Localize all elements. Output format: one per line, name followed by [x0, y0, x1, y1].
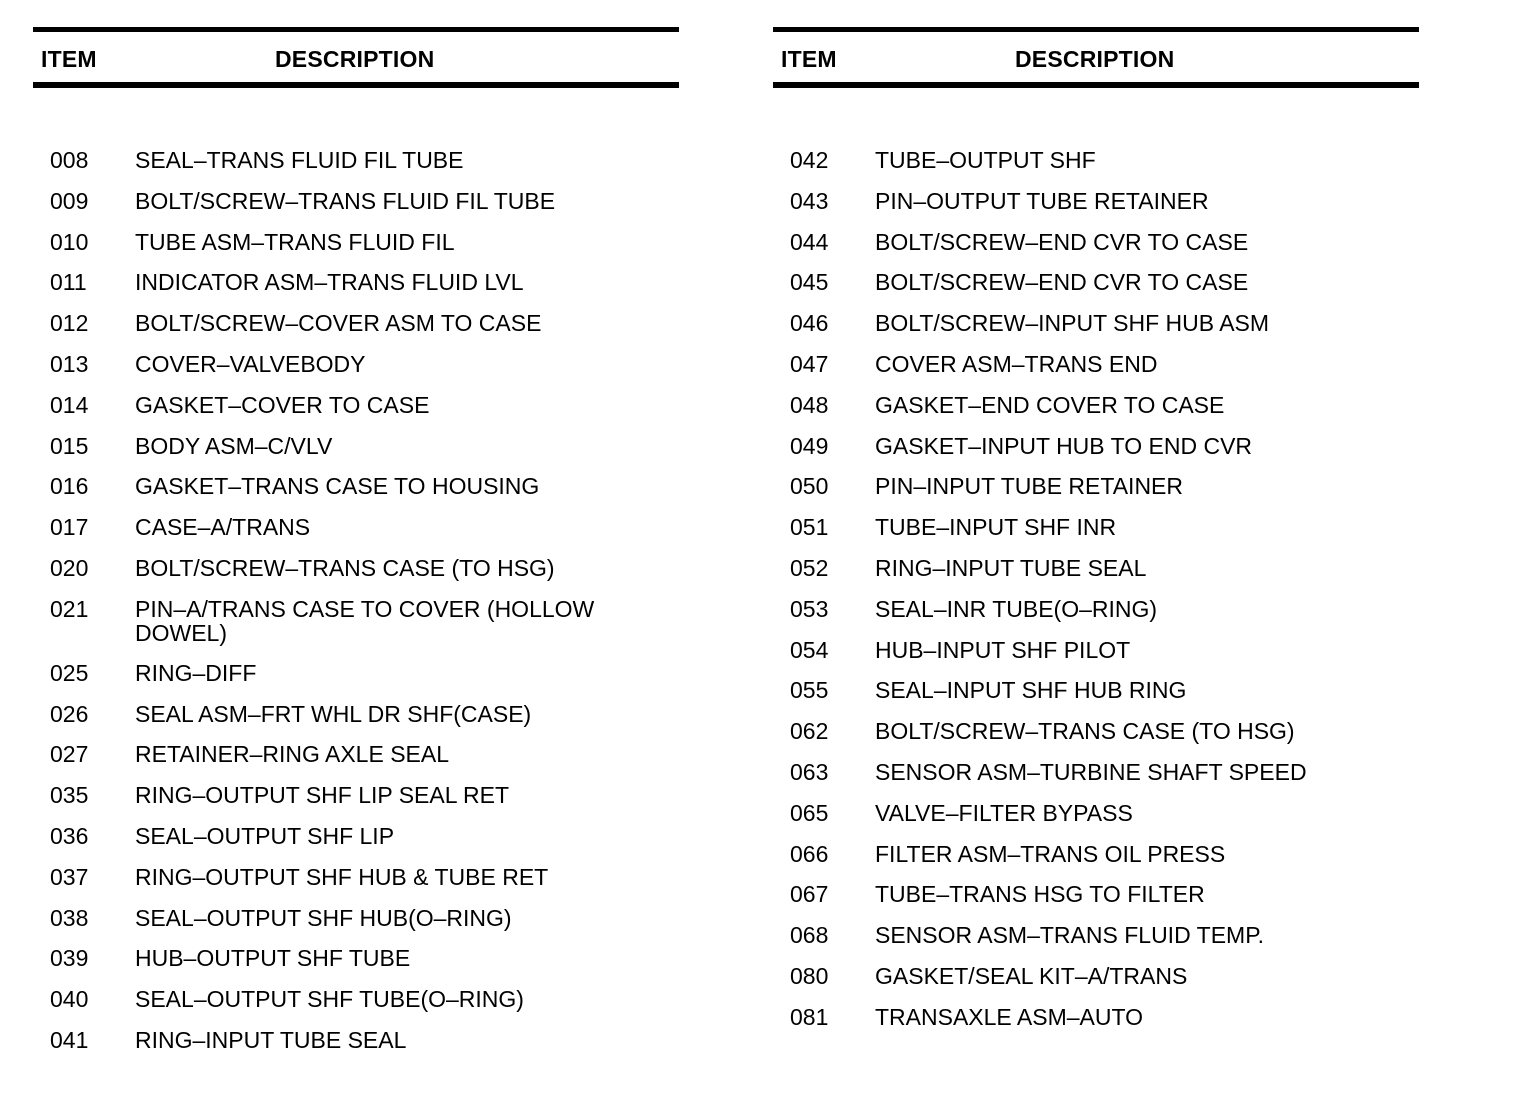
table-row — [33, 737, 679, 778]
item-description: VALVE–FILTER BYPASS — [875, 799, 1133, 826]
item-number: 011 — [50, 269, 87, 296]
table-row — [773, 877, 1419, 918]
item-description: INDICATOR ASM–TRANS FLUID LVL — [135, 269, 524, 296]
table-row — [33, 697, 679, 738]
table-body — [773, 143, 1419, 1041]
table-row — [33, 860, 679, 901]
item-number: 043 — [790, 187, 829, 214]
item-number: 016 — [50, 473, 89, 500]
table-row — [773, 306, 1419, 347]
table-row — [33, 510, 679, 551]
table-row — [33, 306, 679, 347]
table-row — [33, 592, 679, 656]
table-row — [33, 265, 679, 306]
table-row — [773, 959, 1419, 1000]
table-row — [773, 510, 1419, 551]
table-row — [773, 592, 1419, 633]
description-column-header: DESCRIPTION — [275, 46, 435, 72]
table-row — [33, 143, 679, 184]
item-description: SENSOR ASM–TURBINE SHAFT SPEED — [875, 758, 1307, 785]
table-row — [33, 184, 679, 225]
item-description: GASKET–END COVER TO CASE — [875, 391, 1225, 418]
item-number: 080 — [790, 962, 829, 989]
table-body — [33, 143, 679, 1064]
table-row — [33, 778, 679, 819]
table-row — [33, 1023, 679, 1064]
item-description: HUB–INPUT SHF PILOT — [875, 636, 1131, 663]
item-description: RETAINER–RING AXLE SEAL — [135, 741, 450, 768]
table-row — [33, 941, 679, 982]
item-number: 042 — [790, 147, 829, 173]
item-number: 046 — [790, 310, 829, 337]
item-number: 025 — [50, 659, 89, 686]
table-row — [773, 796, 1419, 837]
table-row — [33, 469, 679, 510]
table-row — [773, 469, 1419, 510]
item-number: 067 — [790, 881, 829, 908]
item-number: 050 — [790, 473, 829, 500]
item-number: 053 — [790, 595, 829, 622]
item-description: FILTER ASM–TRANS OIL PRESS — [875, 840, 1226, 867]
item-description: GASKET–TRANS CASE TO HOUSING — [135, 473, 540, 500]
table-row — [33, 551, 679, 592]
item-number: 063 — [790, 758, 829, 785]
header-rule — [33, 82, 679, 88]
item-description: SEAL–OUTPUT SHF TUBE(O–RING) — [135, 986, 524, 1013]
item-description: BOLT/SCREW–TRANS CASE (TO HSG) — [135, 554, 555, 581]
item-description: SEAL–OUTPUT SHF LIP — [135, 822, 395, 849]
item-number: 012 — [50, 310, 89, 337]
item-number: 048 — [790, 391, 829, 418]
item-description: BOLT/SCREW–COVER ASM TO CASE — [135, 310, 542, 337]
item-number: 055 — [790, 677, 829, 704]
item-description: SEAL ASM–FRT WHL DR SHF(CASE) — [135, 700, 532, 727]
table-row — [773, 347, 1419, 388]
item-number: 065 — [790, 799, 829, 826]
table-row — [773, 673, 1419, 714]
item-description: TUBE–INPUT SHF INR — [875, 514, 1117, 541]
item-number: 021 — [50, 595, 89, 622]
item-number: 009 — [50, 187, 89, 214]
item-description: BOLT/SCREW–TRANS FLUID FIL TUBE — [135, 187, 556, 214]
item-number: 020 — [50, 554, 89, 581]
item-description: CASE–A/TRANS — [135, 514, 311, 541]
table-row — [33, 347, 679, 388]
item-number: 008 — [50, 147, 89, 173]
item-description: SEAL–TRANS FLUID FIL TUBE — [135, 147, 464, 173]
item-number: 010 — [50, 228, 89, 255]
table-row — [773, 388, 1419, 429]
table-header — [773, 32, 1419, 82]
item-description: GASKET–COVER TO CASE — [135, 391, 430, 418]
item-number: 017 — [50, 514, 89, 541]
table-row — [773, 143, 1419, 184]
table-row — [773, 837, 1419, 878]
item-description: TUBE–OUTPUT SHF — [875, 147, 1096, 173]
item-description: COVER ASM–TRANS END — [875, 350, 1158, 377]
item-description: PIN–A/TRANS CASE TO COVER (HOLLOW DOWEL) — [135, 595, 595, 646]
table-row — [33, 225, 679, 266]
item-number: 014 — [50, 391, 89, 418]
item-description: RING–OUTPUT SHF HUB & TUBE RET — [135, 863, 549, 890]
item-description: RING–DIFF — [135, 659, 257, 686]
item-number: 066 — [790, 840, 829, 867]
table-row — [773, 714, 1419, 755]
item-description: RING–OUTPUT SHF LIP SEAL RET — [135, 782, 510, 809]
item-description: GASKET/SEAL KIT–A/TRANS — [875, 962, 1188, 989]
item-number: 044 — [790, 228, 829, 255]
table-row — [33, 656, 679, 697]
header-rule — [773, 82, 1419, 88]
item-number: 027 — [50, 741, 89, 768]
table-row — [33, 819, 679, 860]
item-number: 026 — [50, 700, 89, 727]
item-number: 038 — [50, 904, 89, 931]
table-header — [33, 32, 679, 82]
table-row — [33, 901, 679, 942]
table-row — [33, 982, 679, 1023]
item-number: 081 — [790, 1003, 829, 1030]
item-description: COVER–VALVEBODY — [135, 350, 366, 377]
item-description: RING–INPUT TUBE SEAL — [135, 1026, 407, 1053]
item-description: GASKET–INPUT HUB TO END CVR — [875, 432, 1253, 459]
item-column-header: ITEM — [781, 46, 837, 72]
table-row — [773, 633, 1419, 674]
item-description: SEAL–OUTPUT SHF HUB(O–RING) — [135, 904, 512, 931]
table-row — [773, 184, 1419, 225]
item-description: RING–INPUT TUBE SEAL — [875, 554, 1147, 581]
item-description: SEAL–INR TUBE(O–RING) — [875, 595, 1158, 622]
table-row — [773, 755, 1419, 796]
item-description: PIN–OUTPUT TUBE RETAINER — [875, 187, 1209, 214]
table-row — [773, 918, 1419, 959]
parts-table-right — [773, 27, 1419, 1041]
item-description: BOLT/SCREW–INPUT SHF HUB ASM — [875, 310, 1270, 337]
item-number: 049 — [790, 432, 829, 459]
item-description: HUB–OUTPUT SHF TUBE — [135, 945, 411, 972]
item-number: 035 — [50, 782, 89, 809]
item-description: TUBE ASM–TRANS FLUID FIL — [135, 228, 455, 255]
item-description: BODY ASM–C/VLV — [135, 432, 333, 459]
item-description: TRANSAXLE ASM–AUTO — [875, 1003, 1143, 1030]
item-column-header: ITEM — [41, 46, 97, 72]
table-row — [773, 225, 1419, 266]
description-column-header: DESCRIPTION — [1015, 46, 1175, 72]
table-row — [773, 1000, 1419, 1041]
item-number: 039 — [50, 945, 89, 972]
table-row — [773, 265, 1419, 306]
item-number: 041 — [50, 1026, 89, 1053]
item-number: 051 — [790, 514, 829, 541]
table-row — [773, 551, 1419, 592]
parts-table-left — [33, 27, 679, 1064]
item-description: SENSOR ASM–TRANS FLUID TEMP. — [875, 922, 1264, 949]
item-number: 068 — [790, 922, 829, 949]
table-row — [33, 388, 679, 429]
item-number: 040 — [50, 986, 89, 1013]
item-number: 036 — [50, 822, 89, 849]
item-number: 052 — [790, 554, 829, 581]
item-description: TUBE–TRANS HSG TO FILTER — [875, 881, 1205, 908]
table-row — [773, 429, 1419, 470]
item-number: 054 — [790, 636, 829, 663]
item-number: 045 — [790, 269, 829, 296]
item-description: BOLT/SCREW–END CVR TO CASE — [875, 228, 1249, 255]
item-number: 062 — [790, 718, 829, 745]
table-row — [33, 429, 679, 470]
item-number: 015 — [50, 432, 89, 459]
item-description: PIN–INPUT TUBE RETAINER — [875, 473, 1184, 500]
item-description: SEAL–INPUT SHF HUB RING — [875, 677, 1187, 704]
item-number: 037 — [50, 863, 89, 890]
item-number: 047 — [790, 350, 829, 377]
item-number: 013 — [50, 350, 89, 377]
item-description: BOLT/SCREW–TRANS CASE (TO HSG) — [875, 718, 1295, 745]
item-description: BOLT/SCREW–END CVR TO CASE — [875, 269, 1249, 296]
